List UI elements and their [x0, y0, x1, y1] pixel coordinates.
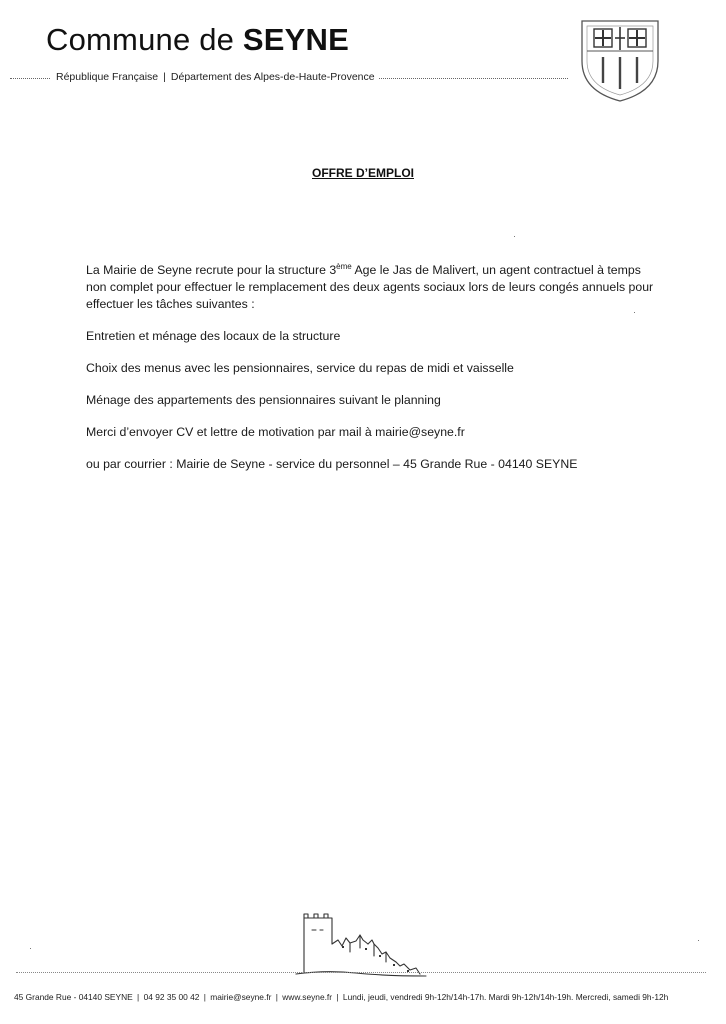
shield-crest-icon — [578, 17, 662, 103]
header-subtitle — [52, 71, 379, 83]
scan-speck — [698, 940, 699, 941]
document-body — [86, 262, 656, 488]
task-item: Choix des menus avec les pensionnaires, service du repas de midi et vaisselle — [86, 361, 514, 375]
subtitle-departement: Département des Alpes-de-Haute-Provence — [170, 71, 375, 83]
footer-hours: Lundi, jeudi, vendredi 9h-12h/14h-17h. Mardi 9h-12h/14h-19h. Mercredi, samedi 9h-12h — [342, 992, 669, 1002]
scan-speck — [30, 948, 31, 949]
document-heading-text: OFFRE D’EMPLOI — [312, 166, 414, 180]
task-item: Entretien et ménage des locaux de la structure — [86, 329, 341, 343]
village-citadel-sketch-icon — [286, 910, 436, 985]
subtitle-row — [10, 71, 570, 85]
intro-superscript: ème — [336, 261, 352, 271]
page-title-prefix: Commune de — [46, 22, 243, 57]
task-item: Ménage des appartements des pensionnaires suivant le planning — [86, 393, 441, 407]
scan-speck — [514, 236, 515, 237]
footer-dotted-rule — [16, 972, 706, 973]
subtitle-separator: | — [163, 71, 166, 83]
footer-email: mairie@seyne.fr — [210, 992, 272, 1002]
footer-website: www.seyne.fr — [282, 992, 333, 1002]
page-title — [46, 22, 349, 58]
dotted-rule-right — [360, 78, 568, 79]
footer-separator: | — [137, 992, 140, 1002]
contact-mail-line: Merci d’envoyer CV et lettre de motivation par mail à mairie@seyne.fr — [86, 425, 465, 439]
dotted-rule-left — [10, 78, 50, 79]
footer-address: 45 Grande Rue - 04140 SEYNE — [14, 992, 133, 1002]
footer-phone: 04 92 35 00 42 — [143, 992, 200, 1002]
subtitle-republique: République Française — [56, 71, 159, 83]
intro-part-2: Age le Jas de Malivert, un agent contractuel à temps non complet pour effectuer le remplacement des deux agents sociaux lors de leurs congés annuels pour effectuer les tâches suivantes : — [86, 263, 654, 311]
scan-speck — [634, 312, 635, 313]
footer-separator: | — [275, 992, 278, 1002]
intro-part-1: La Mairie de Seyne recrute pour la structure 3 — [86, 263, 337, 277]
contact-post-line: ou par courrier : Mairie de Seyne - service du personnel – 45 Grande Rue - 04140 SEYNE — [86, 457, 578, 471]
footer-separator: | — [336, 992, 339, 1002]
footer-contact-line — [14, 992, 714, 1002]
page-title-strong: SEYNE — [242, 22, 350, 57]
intro-paragraph — [86, 262, 656, 313]
document-heading — [0, 166, 726, 180]
footer-separator: | — [203, 992, 206, 1002]
